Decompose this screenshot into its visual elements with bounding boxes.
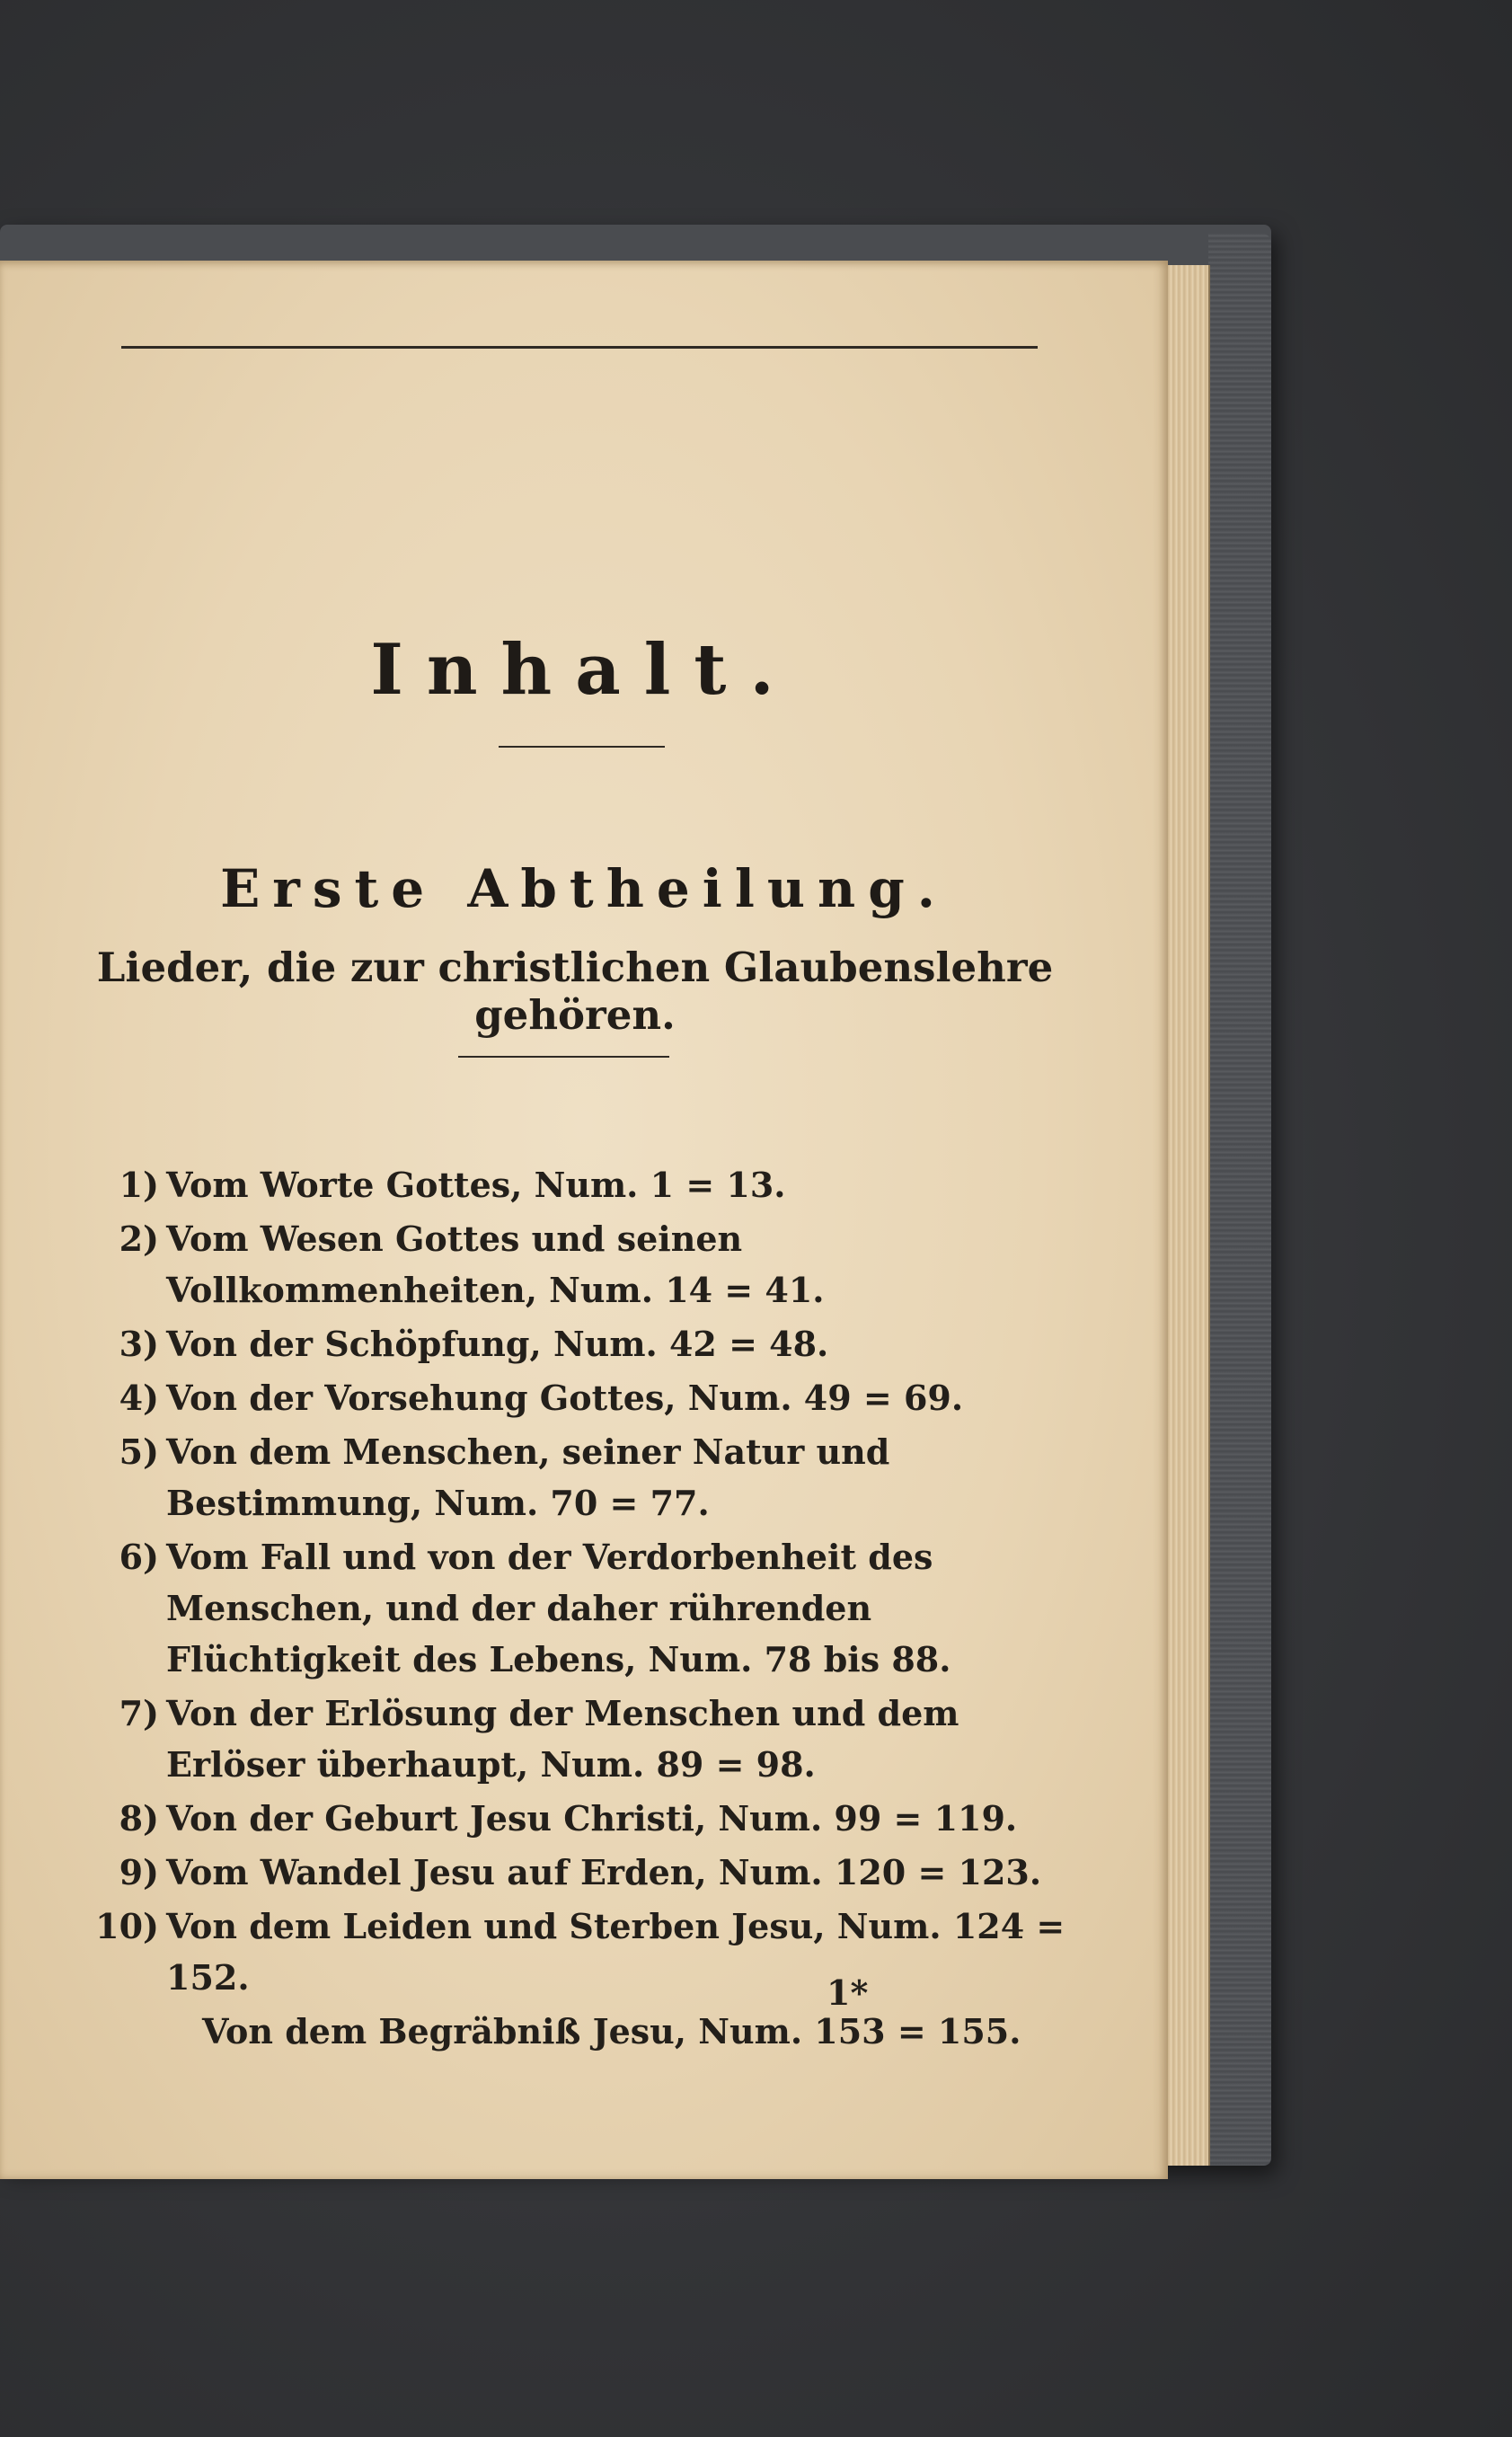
toc-entry [85,1318,1074,1369]
toc-entry-text: Von dem Leiden und Sterben Jesu, Num. 124 = 152. [166,1906,1065,1998]
toc-entry-number: 4) [119,1378,159,1418]
toc-entry-number: 6) [119,1537,159,1577]
toc-entry-number: 5) [119,1431,159,1472]
toc-continuation-line: Von dem Begräbniß Jesu, Num. 153 = 155. [202,2011,1021,2052]
toc-entry [85,1159,1074,1210]
toc-entry-text: Von der Erlösung der Menschen und dem Erlöser überhaupt, Num. 89 = 98. [166,1693,959,1785]
toc-entry [85,1847,1074,1898]
toc-entry [85,1426,1074,1529]
page-title: Inhalt. [370,629,798,711]
section-divider [458,1056,669,1058]
title-divider [499,746,665,748]
toc-entry [85,1531,1074,1685]
book-cover-edge [1208,234,1271,2166]
toc-entry [85,1213,1074,1316]
toc-entry-text: Vom Fall und von der Verdorbenheit des Menschen, und der daher rührenden Flüchtigkeit des Lebens, Num. 78 bis 88. [166,1537,951,1679]
toc-entry-text: Von der Schöpfung, Num. 42 = 48. [166,1324,829,1364]
toc-entry [85,1793,1074,1844]
toc-entry-text: Von der Geburt Jesu Christi, Num. 99 = 119. [166,1798,1018,1839]
toc-entry [85,1688,1074,1790]
toc-entry-text: Von der Vorsehung Gottes, Num. 49 = 69. [166,1378,964,1418]
toc-entry-number: 10) [95,1906,159,1946]
table-of-contents [85,1159,1074,2057]
signature-mark: 1* [827,1972,869,2013]
toc-entry-number: 2) [119,1218,159,1259]
toc-entry-number: 7) [119,1693,159,1733]
toc-entry-text: Vom Wesen Gottes und seinen Vollkommenheiten, Num. 14 = 41. [166,1218,825,1310]
toc-entry-text: Vom Worte Gottes, Num. 1 = 13. [166,1165,786,1205]
toc-entry-text: Von dem Menschen, seiner Natur und Bestimmung, Num. 70 = 77. [166,1431,890,1523]
book-page [0,261,1168,2179]
toc-entry-number: 1) [119,1165,159,1205]
top-rule [121,346,1038,349]
toc-entry-number: 3) [119,1324,159,1364]
section-subtitle: Lieder, die zur christlichen Glaubenslehre gehören. [96,944,1054,1039]
toc-entry-number: 9) [119,1852,159,1892]
toc-entry-text: Vom Wandel Jesu auf Erden, Num. 120 = 123. [166,1852,1042,1892]
toc-entry [85,1372,1074,1423]
toc-entry [85,1901,1074,2003]
section-title: Erste Abtheilung. [220,858,948,919]
toc-entry-number: 8) [119,1798,159,1839]
